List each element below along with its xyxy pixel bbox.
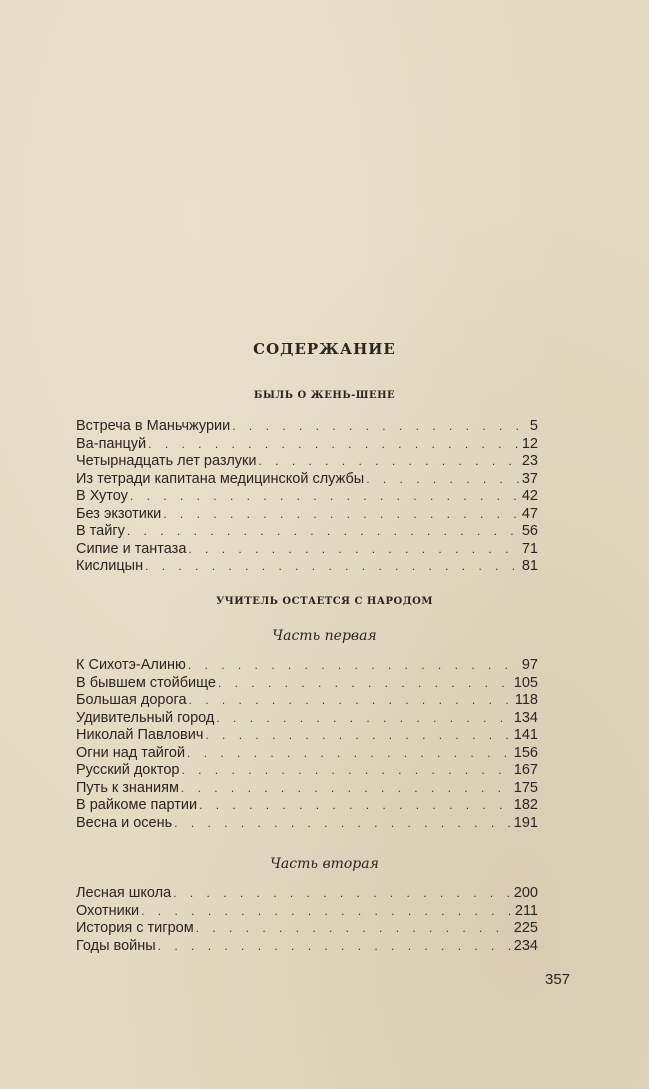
- toc-entry-title: Из тетради капитана медицинской службы: [76, 470, 365, 487]
- toc-entry: [76, 938, 538, 956]
- toc-entry-page: 42: [521, 488, 538, 504]
- toc-entry-page: 12: [521, 435, 538, 452]
- toc-entry-page: 200: [513, 885, 538, 901]
- toc-entry-title: Встреча в Маньчжурии: [76, 418, 231, 434]
- toc-entry: [76, 657, 538, 675]
- toc-entry-page: 175: [513, 779, 538, 796]
- toc-entry: [76, 488, 538, 506]
- toc-entry: [76, 675, 538, 693]
- toc-leader-dots: [196, 920, 512, 938]
- toc-entry-page: 134: [513, 709, 538, 726]
- toc-entry-title: Охотники: [76, 902, 140, 919]
- toc-entry: [76, 903, 538, 921]
- toc-leader-dots: [181, 762, 511, 780]
- toc-entry-title: Огни над тайгой: [76, 744, 186, 761]
- toc-entry-title: Весна и осень: [76, 814, 173, 831]
- toc-entry: [76, 780, 538, 798]
- toc-entry-title: Удивительный город: [76, 709, 215, 726]
- part-title-1: Часть первая: [272, 628, 377, 644]
- toc-entry-page: 47: [521, 505, 538, 522]
- toc-entry-page: 211: [514, 902, 538, 919]
- toc-leader-dots: [145, 558, 520, 576]
- toc-entry-page: 167: [513, 762, 538, 778]
- toc-part-1: [76, 657, 538, 832]
- toc-entry-page: 234: [513, 937, 538, 954]
- toc-leader-dots: [148, 436, 520, 454]
- toc-entry-title: Николай Павлович: [76, 727, 204, 743]
- toc-leader-dots: [199, 797, 512, 815]
- toc-entry-title: К Сихотэ-Алиню: [76, 657, 186, 673]
- toc-entry: [76, 558, 538, 576]
- toc-entry-page: 118: [514, 692, 538, 708]
- toc-entry-page: 105: [513, 674, 538, 691]
- toc-entry-page: 97: [521, 657, 538, 673]
- toc-leader-dots: [216, 710, 511, 728]
- toc-entry-title: Без экзотики: [76, 505, 162, 522]
- toc-entry-title: Четырнадцать лет разлуки: [76, 453, 257, 469]
- toc-entry-title: В бывшем стойбище: [76, 674, 216, 691]
- toc-entry-page: 182: [513, 797, 538, 813]
- toc-entry-page: 225: [513, 920, 538, 936]
- toc-entry-title: Лесная школа: [76, 885, 172, 901]
- toc-entry-page: 191: [513, 814, 538, 831]
- toc-entry: [76, 815, 538, 833]
- toc-entry-page: 71: [521, 540, 538, 557]
- toc-leader-dots: [259, 453, 520, 471]
- toc-entry-page: 23: [521, 453, 538, 469]
- toc-entry-page: 81: [521, 558, 538, 574]
- toc-leader-dots: [174, 815, 512, 833]
- toc-leader-dots: [158, 938, 512, 956]
- toc-entry: [76, 762, 538, 780]
- toc-entry-title: Русский доктор: [76, 762, 180, 778]
- toc-entry: [76, 745, 538, 763]
- toc-entry: [76, 920, 538, 938]
- toc-entry: [76, 436, 538, 454]
- toc-entry-title: Кислицын: [76, 558, 144, 574]
- toc-leader-dots: [205, 727, 511, 745]
- toc-entry: [76, 710, 538, 728]
- toc-leader-dots: [141, 903, 513, 921]
- toc-entry-title: Сипие и тантаза: [76, 540, 187, 557]
- toc-leader-dots: [130, 488, 520, 506]
- toc-entry-title: Путь к знаниям: [76, 779, 179, 796]
- toc-entry-page: 141: [513, 727, 538, 743]
- section-title-2: УЧИТЕЛЬ ОСТАЕТСЯ С НАРОДОМ: [216, 596, 433, 607]
- toc-entry: [76, 506, 538, 524]
- page-number: 357: [545, 971, 571, 988]
- toc-leader-dots: [188, 657, 520, 675]
- toc-leader-dots: [218, 675, 512, 693]
- toc-entry-title: Годы войны: [76, 937, 156, 954]
- toc-leader-dots: [127, 523, 520, 541]
- part-title-2: Часть вторая: [270, 856, 379, 872]
- toc-entry: [76, 692, 538, 710]
- toc-entry-title: История с тигром: [76, 920, 194, 936]
- toc-leader-dots: [181, 780, 512, 798]
- toc-leader-dots: [173, 885, 512, 903]
- toc-leader-dots: [187, 745, 512, 763]
- page-title: СОДЕРЖАНИЕ: [253, 340, 396, 358]
- toc-part-2: [76, 885, 538, 955]
- toc-entry-title: В Хутоу: [76, 488, 128, 504]
- toc-entry-title: Ва-панцуй: [76, 435, 147, 452]
- toc-leader-dots: [188, 541, 519, 559]
- toc-entry-page: 37: [521, 470, 538, 487]
- toc-entry: [76, 885, 538, 903]
- toc-entry-title: Большая дорога: [76, 692, 187, 708]
- toc-entry: [76, 541, 538, 559]
- toc-entry-title: В райкоме партии: [76, 797, 198, 813]
- toc-leader-dots: [232, 418, 524, 436]
- toc-entry-page: 5: [529, 418, 538, 434]
- toc-entry-page: 56: [521, 523, 538, 539]
- toc-leader-dots: [163, 506, 520, 524]
- toc-entry-title: В тайгу: [76, 523, 125, 539]
- toc-entry: [76, 797, 538, 815]
- toc-entry: [76, 418, 538, 436]
- toc-entry: [76, 453, 538, 471]
- toc-entry: [76, 471, 538, 489]
- toc-leader-dots: [366, 471, 520, 489]
- toc-entry: [76, 523, 538, 541]
- toc-section-1: [76, 418, 538, 576]
- toc-leader-dots: [189, 692, 513, 710]
- section-title-1: БЫЛЬ О ЖЕНЬ-ШЕНЕ: [253, 390, 396, 401]
- toc-entry: [76, 727, 538, 745]
- toc-entry-page: 156: [513, 744, 538, 761]
